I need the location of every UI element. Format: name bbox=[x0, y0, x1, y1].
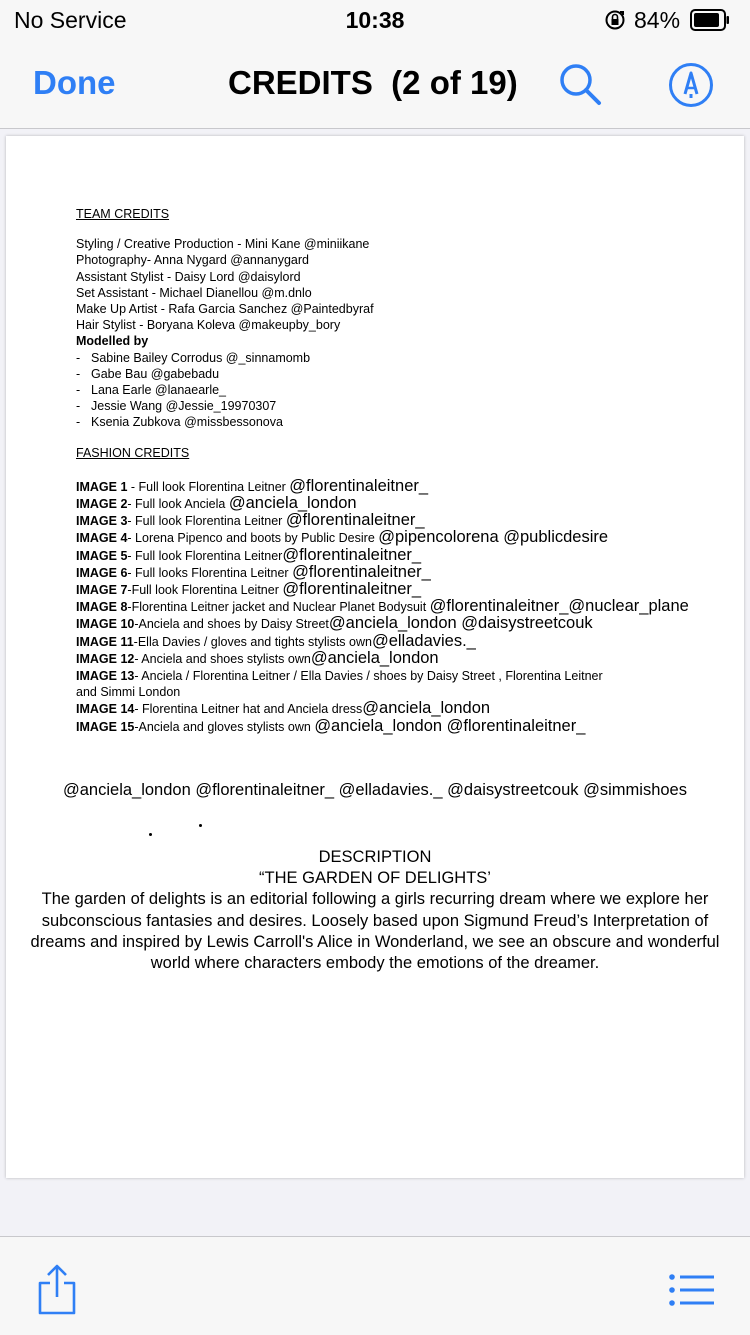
image-credit-line bbox=[76, 633, 744, 650]
image-credit-handle: @anciela_london @florentinaleitner_ bbox=[314, 716, 586, 735]
image-credit-handle: @anciela_london bbox=[310, 648, 439, 667]
image-credit-text: - Full looks Florentina Leitner bbox=[127, 565, 293, 580]
image-label: IMAGE 15 bbox=[76, 719, 135, 734]
list-icon[interactable] bbox=[668, 1273, 716, 1307]
document-page bbox=[6, 136, 744, 1178]
page-title: CREDITS (2 of 19) bbox=[228, 64, 518, 101]
image-credit-text: - Lorena Pipenco and boots by Public Desire bbox=[127, 531, 379, 546]
image-credit-line bbox=[76, 495, 744, 512]
tag-line: @anciela_london @florentinaleitner_ @elladavies._ @daisystreetcouk @simmishoes bbox=[63, 781, 687, 799]
model-item bbox=[76, 414, 744, 430]
image-label: IMAGE 2 bbox=[76, 497, 128, 512]
image-credit-line bbox=[76, 547, 744, 564]
image-credit-handle: @florentinaleitner_@nuclear_plane bbox=[429, 597, 689, 616]
model-name: Sabine Bailey Corrodus @_sinnamomb bbox=[91, 350, 311, 365]
image-credit-line bbox=[76, 718, 744, 735]
carrier-label: No Service bbox=[14, 7, 127, 33]
image-credit-handle: @florentinaleitner_ bbox=[282, 580, 422, 599]
image-credit-line bbox=[76, 650, 744, 667]
status-bar bbox=[0, 0, 750, 40]
image-label: IMAGE 12 bbox=[76, 651, 135, 666]
image-credit-line bbox=[76, 700, 744, 717]
image-credit-line bbox=[76, 581, 744, 598]
image-label: IMAGE 11 bbox=[76, 634, 134, 649]
image-credit-handle: @anciela_london @daisystreetcouk bbox=[328, 614, 593, 633]
image-credit-text: -Anciela and shoes by Daisy Street bbox=[134, 617, 329, 632]
image-credit-line bbox=[76, 478, 744, 495]
team-credit-line: Set Assistant - Michael Dianellou @m.dnlo bbox=[76, 285, 312, 300]
model-item bbox=[76, 398, 744, 414]
image-credit-text: -Florentina Leitner jacket and Nuclear Planet Bodysuit bbox=[127, 600, 430, 615]
image-credit-line bbox=[76, 564, 744, 581]
image-label: IMAGE 13 bbox=[76, 669, 135, 684]
model-name: Gabe Bau @gabebadu bbox=[91, 366, 220, 381]
bullet: - bbox=[76, 415, 81, 430]
image-credit-text: -Anciela and gloves stylists own bbox=[134, 719, 315, 734]
image-credit-text: - Florentina Leitner hat and Anciela dress bbox=[134, 702, 363, 717]
image-credit-text: - Full look Anciela bbox=[127, 497, 229, 512]
image-credit-text: -Full look Florentina Leitner bbox=[127, 583, 283, 598]
image-credit-handle: @florentinaleitner_ bbox=[292, 562, 431, 581]
description-title: “THE GARDEN OF DELIGHTS’ bbox=[259, 869, 491, 888]
image-credit-line bbox=[76, 529, 744, 546]
image-credit-handle: @anciela_london bbox=[228, 494, 357, 513]
model-item bbox=[76, 382, 744, 398]
battery-icon bbox=[690, 9, 730, 31]
image-credit-handle: @florentinaleitner_ bbox=[285, 511, 425, 530]
image-credit-text: - Full look Florentina Leitner bbox=[127, 514, 286, 529]
credits-text bbox=[76, 206, 744, 735]
bullet: - bbox=[76, 350, 81, 365]
model-name: Ksenia Zubkova @missbessonova bbox=[91, 415, 283, 430]
image-credit-text: -Ella Davies / gloves and tights stylists own bbox=[133, 634, 372, 649]
bullet: - bbox=[76, 399, 81, 414]
image-credit-line bbox=[76, 615, 744, 632]
model-item bbox=[76, 366, 744, 382]
image-credit-continuation: and Simmi London bbox=[76, 685, 181, 700]
image-credit-text: - Anciela and shoes stylists own bbox=[134, 651, 311, 666]
image-credit-handle: @elladavies._ bbox=[371, 631, 476, 650]
team-credit-line: Make Up Artist - Rafa Garcia Sanchez @Paintedbyraf bbox=[76, 302, 374, 317]
image-credit-handle: @florentinaleitner_ bbox=[282, 545, 422, 564]
image-credit-line bbox=[76, 667, 744, 684]
image-label: IMAGE 1 bbox=[76, 479, 128, 494]
team-credit-line: Hair Stylist - Boryana Koleva @makeupby_bory bbox=[76, 318, 341, 333]
rotation-lock-icon bbox=[604, 9, 626, 31]
navigation-bar bbox=[0, 40, 750, 129]
battery-percent: 84% bbox=[634, 7, 681, 33]
image-credit-text: - Full look Florentina Leitner bbox=[127, 548, 283, 563]
team-credits-heading: TEAM CREDITS bbox=[76, 207, 170, 221]
image-label: IMAGE 14 bbox=[76, 702, 135, 717]
team-credit-line: Styling / Creative Production - Mini Kane @miniikane bbox=[76, 237, 370, 252]
model-item bbox=[76, 350, 744, 366]
image-credit-handle: @anciela_london bbox=[362, 699, 491, 718]
image-credit-text: - Anciela / Florentina Leitner / Ella Davies / shoes by Daisy Street , Florentina Leitner bbox=[134, 669, 603, 684]
image-credit-line bbox=[76, 598, 744, 615]
modelled-by-heading: Modelled by bbox=[76, 334, 149, 349]
team-credit-line: Photography- Anna Nygard @annanygard bbox=[76, 253, 309, 268]
image-label: IMAGE 8 bbox=[76, 600, 128, 615]
image-label: IMAGE 3 bbox=[76, 514, 128, 529]
team-credit-line: Assistant Stylist - Daisy Lord @daisylord bbox=[76, 269, 301, 284]
share-icon[interactable] bbox=[36, 1263, 78, 1315]
clock: 10:38 bbox=[345, 7, 405, 33]
stray-dot bbox=[199, 824, 202, 827]
search-icon[interactable] bbox=[556, 60, 604, 108]
image-credit-line bbox=[76, 512, 744, 529]
image-label: IMAGE 10 bbox=[76, 617, 135, 632]
model-name: Lana Earle @lanaearle_ bbox=[91, 383, 227, 398]
description-body: The garden of delights is an editorial following a girls recurring dream where we explore her subconscious fantasies and desires. Loosely based upon Sigmund Freud’s Interpretation of dreams and inspired by Lewis Carroll's Alice in Wonderland, we see an obscure and wonderful world where characters embody the emotions of the dreamer. bbox=[30, 890, 720, 973]
image-credit-text: - Full look Florentina Leitner bbox=[127, 479, 290, 494]
bullet: - bbox=[76, 383, 81, 398]
model-name: Jessie Wang @Jessie_19970307 bbox=[91, 399, 277, 414]
description-block bbox=[20, 847, 730, 974]
markup-pen-icon[interactable] bbox=[668, 62, 714, 108]
image-label: IMAGE 6 bbox=[76, 565, 128, 580]
done-button[interactable]: Done bbox=[33, 64, 116, 101]
description-heading: DESCRIPTION bbox=[318, 848, 432, 866]
bottom-toolbar bbox=[0, 1236, 750, 1335]
stray-dot bbox=[149, 833, 152, 836]
image-label: IMAGE 7 bbox=[76, 583, 128, 598]
bullet: - bbox=[76, 366, 81, 381]
image-credit-handle: @florentinaleitner_ bbox=[289, 476, 429, 495]
fashion-credits-heading: FASHION CREDITS bbox=[76, 445, 190, 460]
image-label: IMAGE 5 bbox=[76, 548, 128, 563]
image-credit-handle: @pipencolorena @publicdesire bbox=[378, 528, 609, 547]
image-label: IMAGE 4 bbox=[76, 531, 128, 546]
